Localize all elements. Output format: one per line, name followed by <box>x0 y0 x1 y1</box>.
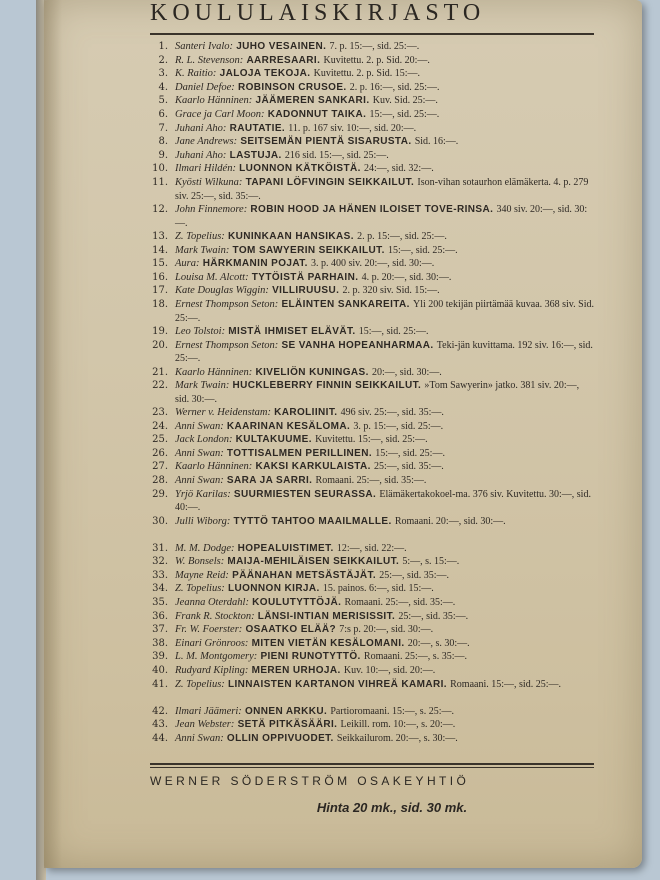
book-spine-edge <box>44 0 62 868</box>
book-info: 25:—, sid. 35:—. <box>398 610 469 622</box>
book-author: Louisa M. Alcott: <box>175 271 249 283</box>
book-title: KIVELIÖN KUNINGAS. <box>255 366 369 378</box>
book-entry <box>150 203 595 230</box>
book-info: »Tom Sawyerin» jatko. 381 siv. 20:—, sid. 30:—. <box>175 380 580 405</box>
book-author: Anni Swan: <box>175 475 224 487</box>
book-entry <box>150 542 595 556</box>
book-info: Partioromaani. 15:—, s. 25:—. <box>330 705 454 717</box>
book-entry <box>150 433 595 447</box>
book-number: 3. <box>158 68 168 80</box>
book-title: KULTAKUUME. <box>235 434 312 446</box>
book-number: 5. <box>158 95 168 107</box>
book-info: 15:—, sid. 25:—. <box>369 108 440 120</box>
price-line: Hinta 20 mk., sid. 30 mk. <box>316 800 468 815</box>
book-number: 36. <box>152 610 168 622</box>
book-title: MAIJA-MEHILÄISEN SEIKKAILUT. <box>227 556 400 568</box>
book-entry <box>150 94 595 108</box>
book-title: AARRESAARI. <box>246 54 321 66</box>
book-info: Elämäkertakokoel-ma. 376 siv. Kuvitettu. 30:—, sid. 40:—. <box>175 488 591 514</box>
book-entry <box>150 460 595 474</box>
book-author: Z. Topelius: <box>175 583 225 595</box>
book-title: LUONNON KIRJA. <box>227 583 320 595</box>
book-author: Kaarlo Hänninen: <box>175 461 253 473</box>
book-author: Kaarlo Hänninen: <box>175 366 253 378</box>
book-title: ROBIN HOOD JA HÄNEN ILOISET TOVE-RINSA. <box>250 203 494 215</box>
book-author: Julli Wiborg: <box>175 515 231 527</box>
book-info: 216 sid. 15:—, sid. 25:—. <box>284 149 389 161</box>
book-author: Anni Swan: <box>175 447 224 459</box>
bottom-rule <box>150 763 594 765</box>
book-title: HOPEALUISTIMET. <box>237 542 334 554</box>
book-author: R. L. Stevenson: <box>175 54 244 66</box>
book-author: Santeri Ivalo: <box>175 41 234 52</box>
book-entry <box>150 339 595 366</box>
book-entry <box>150 718 595 732</box>
book-info: 5:—, s. 15:—. <box>402 556 460 568</box>
book-info: Yli 200 tekijän piirtämää kuvaa. 368 siv. Sid. 25:—. <box>175 298 594 324</box>
book-author: Yrjö Karilas: <box>175 488 231 500</box>
book-entry <box>150 67 595 81</box>
book-info: Teki-jän kuvittama. 192 siv. 16:—, sid. 25:—. <box>175 339 593 365</box>
book-title: OSAATKO ELÄÄ? <box>245 624 337 636</box>
book-entry <box>150 488 595 515</box>
book-title: TYTTÖ TAHTOO MAAILMALLE. <box>233 515 392 527</box>
book-author: K. Raitio: <box>175 68 217 80</box>
book-number: 20. <box>152 339 168 351</box>
book-author: Jeanna Oterdahl: <box>175 597 249 609</box>
book-entry <box>150 515 595 542</box>
book-info: 4. p. 20:—, sid. 30:—. <box>361 271 452 283</box>
book-info: 20:—, s. 30:—. <box>407 637 470 649</box>
book-title: JUHO VESAINEN. <box>236 41 327 52</box>
book-info: Sid. 16:—. <box>414 136 459 148</box>
book-info: Romaani. 25:—, sid. 35:—. <box>315 475 427 487</box>
book-info: Kuvitettu. 2. p. Sid. 15:—. <box>313 68 421 80</box>
book-title: TOTTISALMEN PERILLINEN. <box>226 447 373 459</box>
book-author: Ernest Thompson Seton: <box>175 298 279 310</box>
book-list <box>150 40 595 745</box>
book-number: 21. <box>152 366 168 378</box>
book-entry <box>150 230 595 244</box>
book-entry <box>150 664 595 678</box>
book-title: PÄÄNAHAN METSÄSTÄJÄT. <box>232 569 377 581</box>
book-title: SARA JA SARRI. <box>226 475 313 487</box>
book-author: Juhani Aho: <box>175 149 227 161</box>
book-author: Kate Douglas Wiggin: <box>175 285 269 297</box>
book-title: LINNAISTEN KARTANON VIHREÄ KAMARI. <box>227 678 447 690</box>
book-author: Mark Twain: <box>175 244 230 256</box>
book-author: Daniel Defoe: <box>175 81 235 93</box>
book-number: 35. <box>152 597 168 609</box>
book-entry <box>150 637 595 651</box>
book-title: JÄÄMEREN SANKARI. <box>255 95 370 107</box>
book-title: SE VANHA HOPEANHARMAA. <box>281 339 434 351</box>
book-title: TYTÖISTÄ PARHAIN. <box>251 271 359 283</box>
series-title: KOULULAISKIRJASTO <box>150 0 486 26</box>
book-entry <box>150 555 595 569</box>
book-entry <box>150 474 595 488</box>
book-number: 11. <box>152 176 168 188</box>
book-entry <box>150 284 595 298</box>
book-info: 15:—, sid. 25:—. <box>375 447 445 459</box>
book-author: Kyösti Wilkuna: <box>175 176 243 188</box>
book-title: OLLIN OPPIVUODET. <box>226 732 334 744</box>
book-number: 2. <box>158 54 168 66</box>
book-number: 18. <box>152 298 168 310</box>
book-info: 2. p. 15:—, sid. 25:—. <box>357 230 447 242</box>
book-number: 34. <box>152 583 168 595</box>
book-title: TAPANI LÖFVINGIN SEIKKAILUT. <box>245 176 415 188</box>
book-info: 340 siv. 20:—, sid. 30:—. <box>175 203 588 229</box>
book-title: LÄNSI-INTIAN MERISISSIT. <box>257 610 396 622</box>
book-title: RAUTATIE. <box>229 122 286 134</box>
book-number: 13. <box>152 230 168 242</box>
book-info: Romaani. 25:—, s. 35:—. <box>363 651 467 663</box>
book-entry <box>150 271 595 285</box>
book-author: Jean Webster: <box>175 719 235 731</box>
book-entry <box>150 705 595 719</box>
book-entry <box>150 162 595 176</box>
book-number: 15. <box>152 258 168 270</box>
book-entry <box>150 732 595 746</box>
book-info: 12:—, sid. 22:—. <box>336 542 407 554</box>
book-number: 28. <box>152 475 168 487</box>
book-info: Romaani. 20:—, sid. 30:—. <box>394 515 506 527</box>
book-author: M. M. Dodge: <box>175 542 235 554</box>
book-entry <box>150 678 595 705</box>
book-entry <box>150 406 595 420</box>
book-info: 24:—, sid. 32:—. <box>363 163 434 175</box>
book-number: 16. <box>152 271 168 283</box>
book-author: Anni Swan: <box>175 420 224 432</box>
book-number: 33. <box>152 569 168 581</box>
book-info: Leikill. rom. 10:—, s. 20:—. <box>340 719 456 731</box>
book-number: 12. <box>152 203 168 215</box>
book-number: 30. <box>152 515 168 527</box>
book-info: 7. p. 15:—, sid. 25:—. <box>329 41 420 52</box>
book-title: ONNEN ARKKU. <box>244 705 328 717</box>
book-title: MITEN VIETÄN KESÄLOMANI. <box>251 637 405 649</box>
book-title: KUNINKAAN HANSIKAS. <box>227 230 354 242</box>
book-title: JALOJA TEKOJA. <box>219 68 311 80</box>
book-entry <box>150 610 595 624</box>
book-author: Rudyard Kipling: <box>175 665 249 676</box>
book-entry <box>150 623 595 637</box>
book-author: John Finnemore: <box>175 203 248 215</box>
book-info: 3. p. 400 siv. 20:—, sid. 30:—. <box>310 258 435 270</box>
book-title: KAROLIINIT. <box>274 407 338 419</box>
book-title: KAARINAN KESÄLOMA. <box>226 420 351 432</box>
book-entry <box>150 569 595 583</box>
book-number: 39. <box>152 651 168 663</box>
book-author: Einari Grönroos: <box>175 637 249 649</box>
book-number: 4. <box>158 81 168 93</box>
book-info: 15. painos. 6:—, sid. 15:—. <box>322 583 434 595</box>
book-title: TOM SAWYERIN SEIKKAILUT. <box>232 244 385 256</box>
book-info: 3. p. 15:—, sid. 25:—. <box>353 420 444 432</box>
book-author: Mark Twain: <box>175 380 230 392</box>
book-author: Jack London: <box>175 434 233 446</box>
book-info: 11. p. 167 siv. 10:—, sid. 20:—. <box>288 122 417 134</box>
book-info: 20:—, sid. 30:—. <box>372 366 442 378</box>
book-entry <box>150 325 595 339</box>
book-number: 25. <box>152 434 168 446</box>
book-title: SUURMIESTEN SEURASSA. <box>233 488 377 500</box>
book-author: Aura: <box>175 258 200 270</box>
book-title: SETÄ PITKÄSÄÄRI. <box>237 719 338 731</box>
book-title: LUONNON KÄTKÖISTÄ. <box>239 163 361 175</box>
book-author: Ilmari Hildén: <box>175 163 236 175</box>
book-number: 23. <box>152 407 168 419</box>
book-entry <box>150 298 595 325</box>
publisher-name: WERNER SÖDERSTRÖM OSAKEYHTIÖ <box>150 774 470 788</box>
book-entry <box>150 257 595 271</box>
book-number: 32. <box>152 556 168 568</box>
book-title: HÄRKMANIN POJAT. <box>202 258 308 270</box>
book-entry <box>150 135 595 149</box>
book-author: Frank R. Stockton: <box>175 610 255 622</box>
book-author: Juhani Aho: <box>175 122 227 134</box>
book-number: 24. <box>152 420 168 432</box>
book-entry <box>150 244 595 258</box>
book-number: 29. <box>152 488 168 500</box>
book-number: 43. <box>152 719 168 731</box>
book-entry <box>150 379 595 406</box>
book-number: 19. <box>152 325 168 337</box>
book-info: 7:s p. 20:—, sid. 30:—. <box>339 624 434 636</box>
book-title: KADONNUT TAIKA. <box>267 108 367 120</box>
book-author: Ernest Thompson Seton: <box>175 339 279 351</box>
book-entry <box>150 176 595 203</box>
book-number: 40. <box>152 665 168 676</box>
book-entry <box>150 149 595 163</box>
book-info: Kuvitettu. 2. p. Sid. 20:—. <box>323 54 430 66</box>
book-number: 26. <box>152 447 168 459</box>
book-number: 38. <box>152 637 168 649</box>
book-number: 7. <box>158 122 168 134</box>
book-entry <box>150 54 595 68</box>
book-title: KOULUTYTTÖJÄ. <box>252 597 342 609</box>
book-title: MEREN URHOJA. <box>251 665 341 676</box>
book-entry <box>150 447 595 461</box>
book-title: ELÄINTEN SANKAREITA. <box>281 298 410 310</box>
book-entry <box>150 122 595 136</box>
book-info: Romaani. 25:—, sid. 35:—. <box>344 597 456 609</box>
book-entry <box>150 420 595 434</box>
book-number: 17. <box>152 285 168 297</box>
book-author: Z. Topelius: <box>175 230 225 242</box>
bottom-rule-thin <box>150 767 594 768</box>
book-info: 25:—, sid. 35:—. <box>374 461 444 473</box>
book-info: 15:—, sid. 25:—. <box>387 244 458 256</box>
book-title: PIENI RUNOTYTTÖ. <box>260 651 361 663</box>
book-title: HUCKLEBERRY FINNIN SEIKKAILUT. <box>232 380 422 392</box>
book-author: Mayne Reid: <box>175 569 229 581</box>
book-title: KAKSI KARKULAISTA. <box>255 461 371 473</box>
book-number: 44. <box>152 732 168 744</box>
book-entry <box>150 81 595 95</box>
book-entry <box>150 108 595 122</box>
book-number: 10. <box>152 163 168 175</box>
book-author: Ilmari Jäämeri: <box>175 705 242 717</box>
book-author: Werner v. Heidenstam: <box>175 407 271 419</box>
book-entry <box>150 596 595 610</box>
book-info: Kuv. Sid. 25:—. <box>372 95 438 107</box>
book-author: Leo Tolstoi: <box>175 325 226 337</box>
book-info: 496 siv. 25:—, sid. 35:—. <box>340 407 444 419</box>
book-title: SEITSEMÄN PIENTÄ SISARUSTA. <box>240 136 412 148</box>
book-title: LASTUJA. <box>229 149 282 161</box>
book-title: ROBINSON CRUSOE. <box>237 81 347 93</box>
book-info: Kuv. 10:—, sid. 20:—. <box>343 665 436 676</box>
book-number: 6. <box>158 108 168 120</box>
book-entry <box>150 582 595 596</box>
book-number: 14. <box>152 244 168 256</box>
book-author: Grace ja Carl Moon: <box>175 108 265 120</box>
book-info: 2. p. 16:—, sid. 25:—. <box>349 81 440 93</box>
book-author: Jane Andrews: <box>175 136 238 148</box>
book-number: 42. <box>152 705 168 717</box>
book-number: 8. <box>158 136 168 148</box>
book-number: 22. <box>152 380 168 392</box>
book-info: Seikkailurom. 20:—, s. 30:—. <box>336 732 458 744</box>
book-author: Anni Swan: <box>175 732 224 744</box>
book-entry <box>150 650 595 664</box>
book-info: Kuvitettu. 15:—, sid. 25:—. <box>315 434 428 446</box>
book-title: VILLIRUUSU. <box>272 285 340 297</box>
book-entry <box>150 366 595 380</box>
book-number: 1. <box>158 41 168 52</box>
book-author: W. Bonsels: <box>175 556 225 568</box>
book-author: L. M. Montgomery: <box>175 651 258 663</box>
book-number: 41. <box>152 678 168 690</box>
book-info: 2. p. 320 siv. Sid. 15:—. <box>342 285 440 297</box>
book-number: 37. <box>152 624 168 636</box>
book-author: Z. Topelius: <box>175 678 225 690</box>
book-author: Fr. W. Foerster: <box>175 624 243 636</box>
book-info: Romaani. 15:—, sid. 25:—. <box>450 678 561 690</box>
book-info: Ison-vihan sotaurhon elämäkerta. 4. p. 279 siv. 25:—, sid. 35:—. <box>175 176 589 202</box>
book-entry <box>150 40 595 54</box>
book-info: 15:—, sid. 25:—. <box>358 325 429 337</box>
book-info: 25:—, sid. 35:—. <box>379 569 450 581</box>
book-number: 9. <box>158 149 168 161</box>
book-author: Kaarlo Hänninen: <box>175 95 253 107</box>
book-number: 31. <box>152 542 168 554</box>
top-rule <box>150 33 594 35</box>
book-title: MISTÄ IHMISET ELÄVÄT. <box>228 325 356 337</box>
book-number: 27. <box>152 461 168 473</box>
